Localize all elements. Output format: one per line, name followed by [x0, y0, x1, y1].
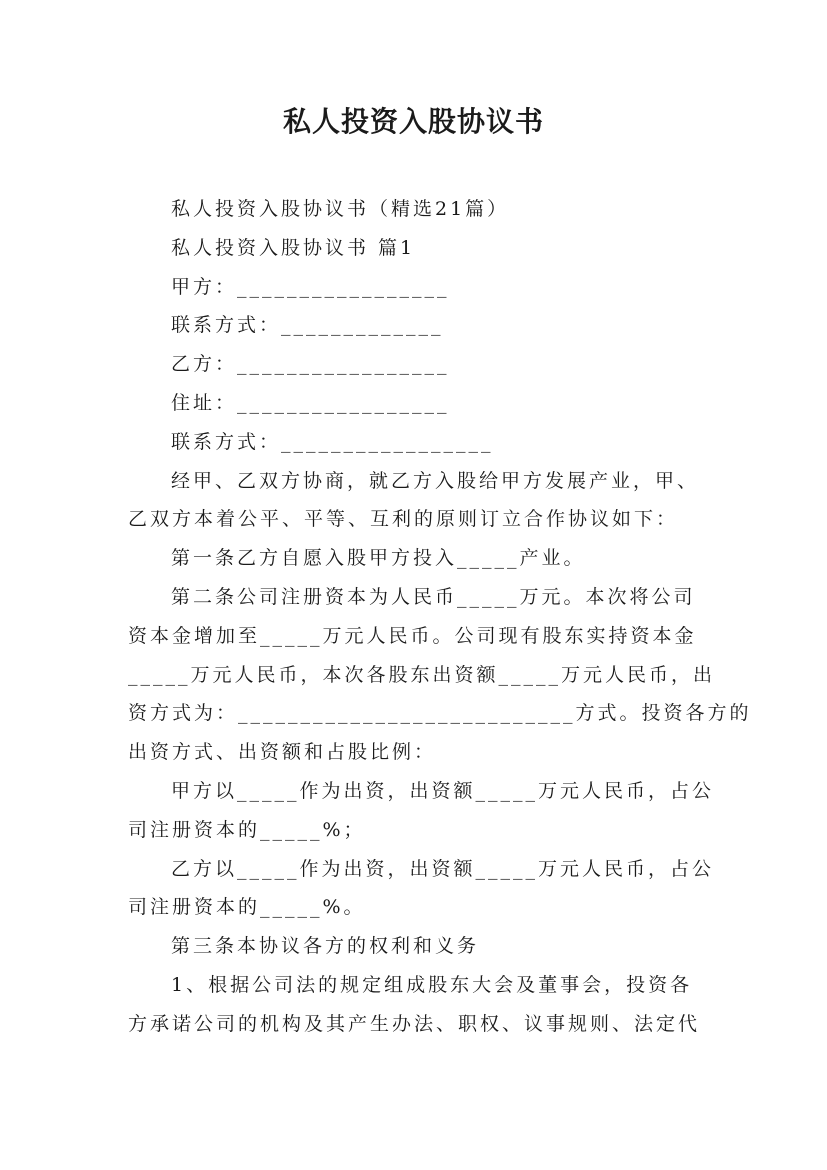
text-line: 乙方以_____作为出资，出资额_____万元人民币，占公	[171, 857, 715, 880]
text-line: 甲方以_____作为出资，出资额_____万元人民币，占公	[171, 779, 715, 802]
text-line: 资方式为：___________________________方式。投资各方的	[128, 702, 752, 725]
text-line: 甲方：_________________	[171, 275, 450, 298]
document-title: 私人投资入股协议书	[282, 105, 544, 138]
text-line: 乙方：_________________	[171, 353, 450, 376]
text-line: 经甲、乙双方协商，就乙方入股给甲方发展产业，甲、	[171, 469, 700, 492]
text-line: 私人投资入股协议书 篇1	[171, 236, 416, 259]
document-body	[128, 190, 752, 1044]
text-line: 司注册资本的_____%；	[128, 818, 366, 841]
text-line: 联系方式：_____________	[171, 314, 444, 337]
text-line: 私人投资入股协议书（精选21篇）	[171, 198, 510, 220]
text-line: 出资方式、出资额和占股比例：	[128, 741, 437, 764]
text-line: 第三条本协议各方的权利和义务	[171, 935, 480, 958]
text-line: 司注册资本的_____%。	[128, 896, 366, 919]
text-line: 资本金增加至_____万元人民币。公司现有股东实持资本金	[128, 624, 697, 647]
text-line: 住址：_________________	[171, 391, 450, 414]
text-line: 乙双方本着公平、平等、互利的原则订立合作协议如下：	[128, 508, 679, 531]
text-line: 方承诺公司的机构及其产生办法、职权、议事规则、法定代	[128, 1012, 701, 1035]
text-line: 第一条乙方自愿入股甲方投入_____产业。	[171, 547, 586, 570]
text-line: _____万元人民币，本次各股东出资额_____万元人民币，出	[128, 663, 716, 686]
text-line: 1、根据公司法的规定组成股东大会及董事会，投资各	[171, 973, 693, 996]
text-line: 联系方式：_________________	[171, 430, 494, 453]
text-line: 第二条公司注册资本为人民币_____万元。本次将公司	[171, 585, 696, 608]
